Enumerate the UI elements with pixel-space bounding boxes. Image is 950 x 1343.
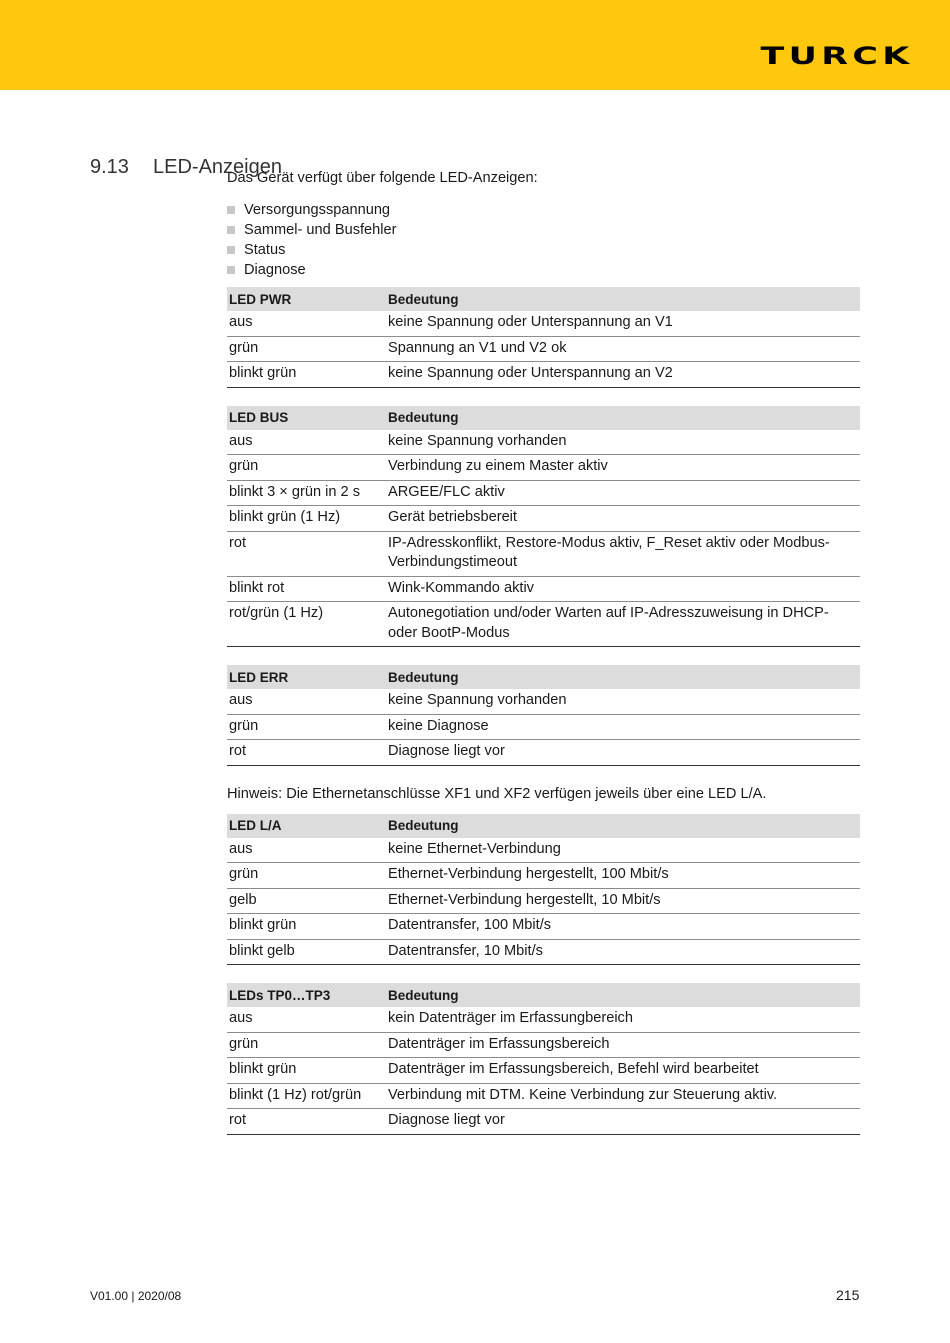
table-row: aus keine Spannung vorhanden (227, 689, 860, 714)
table-row: rot Diagnose liegt vor (229, 743, 505, 759)
table-row: blinkt grün (1 Hz) Gerät betriebsbereit (227, 506, 860, 532)
table-row: blinkt 3 × grün in 2 s ARGEE/FLC aktiv (227, 480, 860, 506)
table-row: aus kein Datenträger im Erfassungbereich (227, 1007, 860, 1032)
led-tp-table (227, 983, 860, 1135)
ethernet-note: Hinweis: Die Ethernetanschlüsse XF1 und XF2 verfügen jeweils über eine LED L/A. (227, 785, 767, 802)
table-header-row: LED L/A Bedeutung (227, 814, 860, 838)
table-header-row: LED BUS Bedeutung (227, 406, 860, 430)
table-row: grün Datenträger im Erfassungsbereich (227, 1032, 860, 1058)
footer-version: V01.00 | 2020/08 (90, 1289, 182, 1303)
list-item: Sammel- und Busfehler (227, 220, 860, 240)
bullet-square-icon (227, 266, 235, 274)
table-row: grün Spannung an V1 und V2 ok (227, 336, 860, 362)
table-row: aus keine Spannung oder Unterspannung an V1 (227, 311, 860, 336)
table-row: blinkt rot Wink-Kommando aktiv (227, 576, 860, 602)
table-row: rot IP-Adresskonflikt, Restore-Modus aktiv, F_Reset aktiv oder Modbus-Verbindungstimeout (227, 531, 860, 576)
page-number: 215 (836, 1287, 860, 1303)
table-row: aus keine Ethernet-Verbindung (227, 838, 860, 863)
table-row: grün Verbindung zu einem Master aktiv (227, 455, 860, 481)
table-row: grün keine Diagnose (227, 714, 860, 740)
header-band (0, 0, 950, 90)
table-row: blinkt gelb Datentransfer, 10 Mbit/s (229, 942, 543, 959)
table-row: grün Ethernet-Verbindung hergestellt, 100 Mbit/s (227, 863, 860, 889)
bullet-square-icon (227, 226, 235, 234)
bullet-square-icon (227, 246, 235, 254)
table-row: gelb Ethernet-Verbindung hergestellt, 10 Mbit/s (227, 888, 860, 914)
led-pwr-table (227, 287, 860, 388)
content (227, 168, 860, 1153)
intro-text: Das Gerät verfügt über folgende LED-Anzeigen: (227, 170, 538, 186)
table-row: blinkt grün keine Spannung oder Unterspannung an V2 (229, 365, 673, 381)
list-item: Versorgungsspannung (227, 200, 860, 220)
led-bullet-list (227, 200, 860, 280)
led-bus-table (227, 406, 860, 648)
table-header-row: LED ERR Bedeutung (227, 665, 860, 689)
bullet-square-icon (227, 206, 235, 214)
led-err-table (227, 665, 860, 766)
table-header-row: LEDs TP0…TP3 Bedeutung (227, 983, 860, 1007)
table-row: rot/grün (1 Hz) Autonegotiation und/oder Warten auf IP-Adresszuweisung in DHCP- oder BootP-Modus (229, 605, 829, 641)
list-item: Diagnose (227, 260, 860, 280)
list-item: Status (227, 240, 860, 260)
table-header-row: LED PWR Bedeutung (227, 287, 860, 311)
table-row: blinkt (1 Hz) rot/grün Verbindung mit DTM. Keine Verbindung zur Steuerung aktiv. (227, 1083, 860, 1109)
table-row: blinkt grün Datenträger im Erfassungsbereich, Befehl wird bearbeitet (227, 1058, 860, 1084)
led-la-table (227, 814, 860, 966)
turck-logo: TURCK (760, 42, 914, 70)
section-number: 9.13 (90, 155, 129, 178)
table-row: rot Diagnose liegt vor (229, 1112, 505, 1128)
table-row: aus keine Spannung vorhanden (227, 430, 860, 455)
section-title-text: LED-Anzeigen (153, 155, 282, 178)
table-row: blinkt grün Datentransfer, 100 Mbit/s (227, 914, 860, 940)
